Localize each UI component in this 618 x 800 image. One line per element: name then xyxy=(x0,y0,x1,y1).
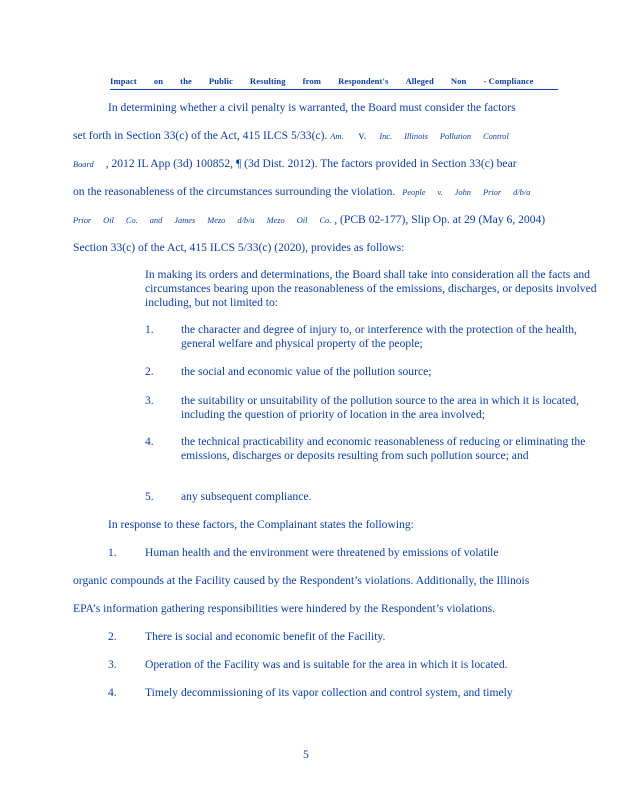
citation-word: Am. xyxy=(330,132,344,141)
quote-item-text: the character and degree of injury to, or interference with the protection of the health, general welfare and physical property of the people; xyxy=(181,323,577,350)
response-text: Human health and the environment were threatened by emissions of volatile xyxy=(145,546,499,559)
response-text: Operation of the Facility was and is suitable for the area in which it is located. xyxy=(145,658,508,671)
quote-item-number: 3. xyxy=(145,394,154,407)
heading-word: Respondent's xyxy=(338,76,389,86)
quote-item-text: any subsequent compliance. xyxy=(181,490,312,503)
para1-line6: Section 33(c) of the Act, 415 ILCS 5/33(c) (2020), provides as follows: xyxy=(73,241,405,254)
citation-word: Pollution xyxy=(439,132,472,141)
para1-line4 xyxy=(73,185,542,200)
para1-line1: In determining whether a civil penalty is warranted, the Board must consider the factors xyxy=(108,101,516,114)
citation-word: Mezo xyxy=(266,216,285,225)
para1-line2 xyxy=(73,129,521,144)
para1-text: set forth in Section 33(c) of the Act, 415 ILCS 5/33(c). xyxy=(73,129,328,142)
response-number: 4. xyxy=(108,686,117,699)
citation-word: Inc. xyxy=(379,132,393,141)
quote-item-number: 1. xyxy=(145,323,154,336)
heading-word: Impact xyxy=(110,76,137,86)
citation-word: Prior xyxy=(73,216,92,225)
quote-item-text: the social and economic value of the pollution source; xyxy=(181,365,432,378)
citation-word: Oil xyxy=(103,216,114,225)
citation-word: d/b/a xyxy=(237,216,255,225)
quote-item-text: the suitability or unsuitability of the pollution source to the area in which it is located, including the question of priority of location in the area involved; xyxy=(181,394,579,421)
heading-word: - Compliance xyxy=(483,76,534,86)
quote-item-text: the technical practicability and economic reasonableness of reducing or eliminating the emissions, discharges or deposits resulting from such pollution source; and xyxy=(181,435,586,462)
section-heading xyxy=(110,74,558,90)
heading-word: Non xyxy=(450,76,467,86)
para2: In response to these factors, the Complainant states the following: xyxy=(108,518,414,531)
citation-italic xyxy=(73,213,334,226)
citation-italic xyxy=(402,185,542,198)
heading-word: Alleged xyxy=(405,76,434,86)
quote-item-number: 4. xyxy=(145,435,154,448)
response-text: There is social and economic benefit of the Facility. xyxy=(145,630,386,643)
citation-word: Board xyxy=(73,160,94,169)
page-number: 5 xyxy=(303,748,309,761)
para1-line3 xyxy=(73,157,517,172)
citation-word: People xyxy=(402,188,426,197)
heading-word: Public xyxy=(208,76,233,86)
response-text: Timely decommissioning of its vapor collection and control system, and timely xyxy=(145,686,513,699)
response-text: organic compounds at the Facility caused by the Respondent’s violations. Additionally, the Illinois xyxy=(73,574,530,587)
citation-word: Co. xyxy=(125,216,138,225)
citation-word: John xyxy=(454,188,471,197)
citation-word: d/b/a xyxy=(513,188,531,197)
citation-word: Control xyxy=(483,132,509,141)
response-number: 1. xyxy=(108,546,117,559)
heading-word: Resulting xyxy=(249,76,286,86)
citation-word: v. xyxy=(437,188,443,197)
block-quote-intro: In making its orders and determinations, the Board shall take into consideration all the facts and circumstances bearing upon the reasonableness of the emissions, discharges, or deposits involved including, but not limited to: xyxy=(145,268,597,309)
heading-word: the xyxy=(180,76,192,86)
citation-word: and xyxy=(149,216,163,225)
response-text: EPA’s information gathering responsibilities were hindered by the Respondent’s violations. xyxy=(73,602,496,615)
citation-word: James xyxy=(174,216,196,225)
citation-italic xyxy=(379,129,520,142)
citation-word: Illinois xyxy=(404,132,428,141)
para1-line5 xyxy=(73,213,545,228)
para1-text: , 2012 IL App (3d) 100852, ¶ (3d Dist. 2012). The factors provided in Section 33(c) bear xyxy=(105,157,517,170)
quote-item-number: 5. xyxy=(145,490,154,503)
citation-word: Oil xyxy=(296,216,308,225)
citation-word: v. xyxy=(358,129,367,142)
citation-word: Co. xyxy=(319,216,332,225)
citation-word: Mezo xyxy=(207,216,226,225)
response-number: 2. xyxy=(108,630,117,643)
para1-text: on the reasonableness of the circumstances surrounding the violation. xyxy=(73,185,396,198)
citation-italic xyxy=(330,129,358,142)
quote-item-number: 2. xyxy=(145,365,154,378)
heading-word: on xyxy=(153,76,164,86)
response-number: 3. xyxy=(108,658,117,671)
heading-word: from xyxy=(302,76,322,86)
para1-text: , (PCB 02-177), Slip Op. at 29 (May 6, 2004) xyxy=(334,213,546,226)
citation-word: Prior xyxy=(482,188,502,197)
